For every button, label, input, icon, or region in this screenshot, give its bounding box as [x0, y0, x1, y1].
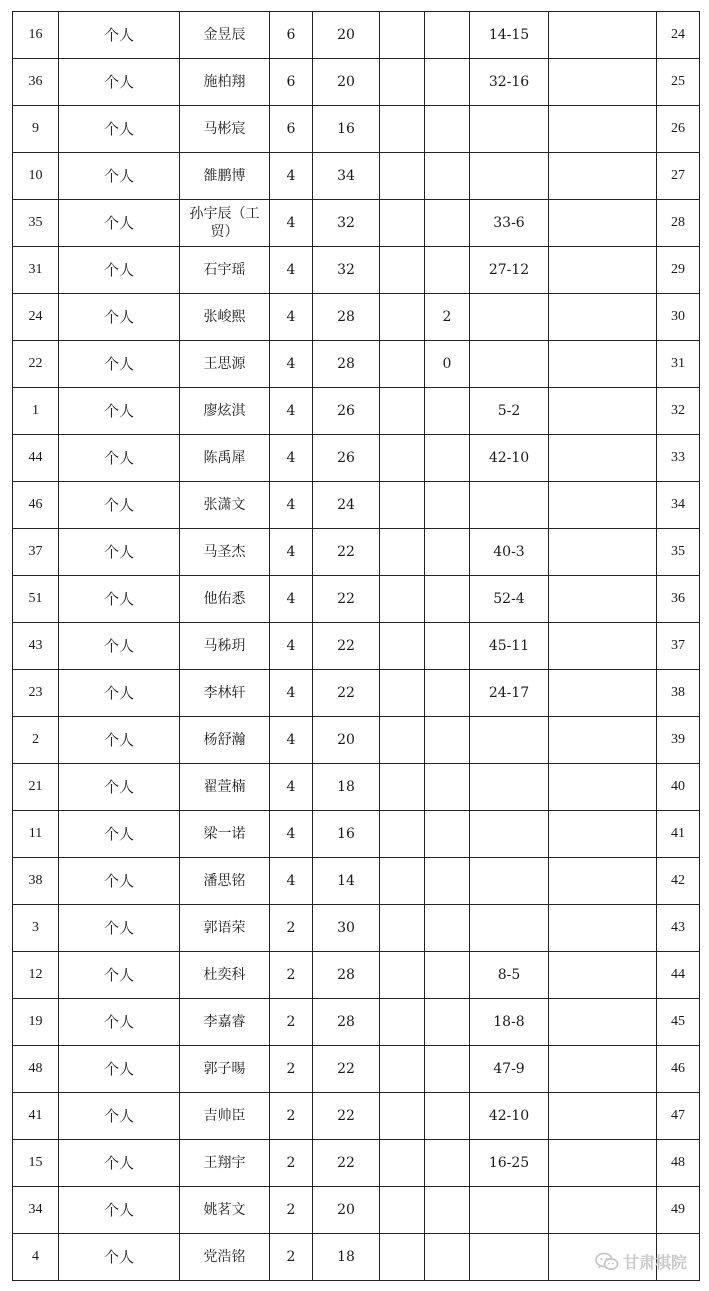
- table-row: [13, 1046, 700, 1093]
- table-body: [13, 12, 700, 1281]
- player-name-cell: 石宇瑶: [180, 247, 270, 294]
- score-cell: 16: [313, 811, 380, 858]
- seed-cell: 38: [13, 858, 59, 905]
- pairing-cell: 32-16: [470, 59, 549, 106]
- score-cell: 20: [313, 59, 380, 106]
- seed-cell: 2: [13, 717, 59, 764]
- rank-cell: 29: [657, 247, 700, 294]
- player-name-cell: 郭子晹: [180, 1046, 270, 1093]
- seed-cell: 35: [13, 200, 59, 247]
- pairing-cell: 5-2: [470, 388, 549, 435]
- tiebreak-2-cell: [425, 576, 470, 623]
- pairing-cell: [470, 811, 549, 858]
- type-cell: 个人: [59, 623, 180, 670]
- rank-cell: 49: [657, 1187, 700, 1234]
- tiebreak-2-cell: [425, 1187, 470, 1234]
- tiebreak-1-cell: [380, 247, 425, 294]
- type-cell: 个人: [59, 1187, 180, 1234]
- player-name-cell: 党浩铭: [180, 1234, 270, 1281]
- player-name-cell: 他佑悉: [180, 576, 270, 623]
- seed-cell: 34: [13, 1187, 59, 1234]
- player-name-cell: 潘思铭: [180, 858, 270, 905]
- score-cell: 20: [313, 717, 380, 764]
- tiebreak-1-cell: [380, 1046, 425, 1093]
- points-cell: 2: [270, 1046, 313, 1093]
- tiebreak-1-cell: [380, 153, 425, 200]
- score-cell: 32: [313, 247, 380, 294]
- table-row: [13, 200, 700, 247]
- score-cell: 22: [313, 1093, 380, 1140]
- tiebreak-1-cell: [380, 529, 425, 576]
- player-name-cell: 金昱辰: [180, 12, 270, 59]
- rank-cell: 34: [657, 482, 700, 529]
- note-cell: [549, 106, 657, 153]
- watermark-text: 甘肃棋院: [622, 1253, 687, 1272]
- tiebreak-2-cell: [425, 153, 470, 200]
- wechat-icon: [595, 1252, 619, 1272]
- table-row: [13, 858, 700, 905]
- player-name-cell: 马彬宸: [180, 106, 270, 153]
- tiebreak-2-cell: [425, 1140, 470, 1187]
- score-cell: 28: [313, 952, 380, 999]
- type-cell: 个人: [59, 435, 180, 482]
- pairing-cell: 14-15: [470, 12, 549, 59]
- tiebreak-1-cell: [380, 1140, 425, 1187]
- note-cell: [549, 153, 657, 200]
- rank-cell: 44: [657, 952, 700, 999]
- type-cell: 个人: [59, 106, 180, 153]
- player-name-cell: 杨舒瀚: [180, 717, 270, 764]
- rank-cell: 43: [657, 905, 700, 952]
- note-cell: [549, 764, 657, 811]
- seed-cell: 16: [13, 12, 59, 59]
- type-cell: 个人: [59, 1234, 180, 1281]
- type-cell: 个人: [59, 1046, 180, 1093]
- pairing-cell: [470, 1234, 549, 1281]
- seed-cell: 41: [13, 1093, 59, 1140]
- score-cell: 18: [313, 764, 380, 811]
- player-name-cell: 杜奕科: [180, 952, 270, 999]
- pairing-cell: 8-5: [470, 952, 549, 999]
- score-cell: 24: [313, 482, 380, 529]
- points-cell: 4: [270, 717, 313, 764]
- tiebreak-1-cell: [380, 106, 425, 153]
- type-cell: 个人: [59, 1140, 180, 1187]
- tiebreak-2-cell: [425, 12, 470, 59]
- points-cell: 6: [270, 59, 313, 106]
- tiebreak-1-cell: [380, 623, 425, 670]
- seed-cell: 46: [13, 482, 59, 529]
- points-cell: 4: [270, 294, 313, 341]
- table-row: [13, 576, 700, 623]
- type-cell: 个人: [59, 341, 180, 388]
- tiebreak-2-cell: 2: [425, 294, 470, 341]
- points-cell: 2: [270, 999, 313, 1046]
- note-cell: [549, 905, 657, 952]
- seed-cell: 11: [13, 811, 59, 858]
- points-cell: 4: [270, 200, 313, 247]
- player-name-cell: 施柏翔: [180, 59, 270, 106]
- seed-cell: 24: [13, 294, 59, 341]
- player-name-cell: 梁一诺: [180, 811, 270, 858]
- rank-cell: 32: [657, 388, 700, 435]
- seed-cell: 3: [13, 905, 59, 952]
- table-row: [13, 388, 700, 435]
- tiebreak-2-cell: [425, 1234, 470, 1281]
- note-cell: [549, 247, 657, 294]
- points-cell: 4: [270, 670, 313, 717]
- score-cell: 22: [313, 529, 380, 576]
- type-cell: 个人: [59, 247, 180, 294]
- tiebreak-1-cell: [380, 1187, 425, 1234]
- rank-cell: 25: [657, 59, 700, 106]
- tiebreak-1-cell: [380, 858, 425, 905]
- seed-cell: 19: [13, 999, 59, 1046]
- tiebreak-1-cell: [380, 388, 425, 435]
- note-cell: [549, 811, 657, 858]
- rank-cell: 42: [657, 858, 700, 905]
- tiebreak-1-cell: [380, 717, 425, 764]
- note-cell: [549, 623, 657, 670]
- rank-cell: 33: [657, 435, 700, 482]
- type-cell: 个人: [59, 999, 180, 1046]
- note-cell: [549, 200, 657, 247]
- score-cell: 30: [313, 905, 380, 952]
- seed-cell: 48: [13, 1046, 59, 1093]
- tiebreak-1-cell: [380, 200, 425, 247]
- tiebreak-2-cell: [425, 905, 470, 952]
- seed-cell: 51: [13, 576, 59, 623]
- score-cell: 26: [313, 435, 380, 482]
- rank-cell: 24: [657, 12, 700, 59]
- tiebreak-2-cell: [425, 388, 470, 435]
- rank-cell: 48: [657, 1140, 700, 1187]
- pairing-cell: [470, 858, 549, 905]
- pairing-cell: 33-6: [470, 200, 549, 247]
- note-cell: [549, 858, 657, 905]
- player-name-cell: 王翔宇: [180, 1140, 270, 1187]
- pairing-cell: [470, 482, 549, 529]
- rank-cell: 35: [657, 529, 700, 576]
- note-cell: [549, 294, 657, 341]
- table-row: [13, 670, 700, 717]
- seed-cell: 36: [13, 59, 59, 106]
- pairing-cell: 18-8: [470, 999, 549, 1046]
- rank-cell: 26: [657, 106, 700, 153]
- table-row: [13, 1187, 700, 1234]
- tiebreak-1-cell: [380, 12, 425, 59]
- tiebreak-2-cell: [425, 1046, 470, 1093]
- note-cell: [549, 529, 657, 576]
- score-cell: 34: [313, 153, 380, 200]
- table-row: [13, 482, 700, 529]
- pairing-cell: [470, 717, 549, 764]
- tiebreak-2-cell: 0: [425, 341, 470, 388]
- rank-cell: 36: [657, 576, 700, 623]
- table-row: [13, 529, 700, 576]
- tiebreak-1-cell: [380, 764, 425, 811]
- seed-cell: 22: [13, 341, 59, 388]
- seed-cell: 44: [13, 435, 59, 482]
- note-cell: [549, 576, 657, 623]
- tiebreak-2-cell: [425, 482, 470, 529]
- tiebreak-2-cell: [425, 858, 470, 905]
- tiebreak-2-cell: [425, 1093, 470, 1140]
- player-name-cell: 廖炫淇: [180, 388, 270, 435]
- pairing-cell: [470, 294, 549, 341]
- note-cell: [549, 717, 657, 764]
- type-cell: 个人: [59, 388, 180, 435]
- note-cell: [549, 952, 657, 999]
- note-cell: [549, 1187, 657, 1234]
- note-cell: [549, 388, 657, 435]
- score-cell: 32: [313, 200, 380, 247]
- pairing-cell: [470, 106, 549, 153]
- type-cell: 个人: [59, 294, 180, 341]
- points-cell: 4: [270, 811, 313, 858]
- rank-cell: 46: [657, 1046, 700, 1093]
- pairing-cell: 27-12: [470, 247, 549, 294]
- type-cell: 个人: [59, 153, 180, 200]
- points-cell: 4: [270, 529, 313, 576]
- note-cell: [549, 670, 657, 717]
- pairing-cell: 42-10: [470, 435, 549, 482]
- tiebreak-2-cell: [425, 623, 470, 670]
- type-cell: 个人: [59, 905, 180, 952]
- pairing-cell: 47-9: [470, 1046, 549, 1093]
- table-row: [13, 106, 700, 153]
- points-cell: 4: [270, 247, 313, 294]
- tiebreak-1-cell: [380, 952, 425, 999]
- table-row: [13, 435, 700, 482]
- rank-cell: 31: [657, 341, 700, 388]
- score-cell: 22: [313, 576, 380, 623]
- tiebreak-2-cell: [425, 59, 470, 106]
- type-cell: 个人: [59, 670, 180, 717]
- score-cell: 22: [313, 1140, 380, 1187]
- score-cell: 28: [313, 341, 380, 388]
- note-cell: [549, 12, 657, 59]
- score-cell: 26: [313, 388, 380, 435]
- score-cell: 16: [313, 106, 380, 153]
- tiebreak-1-cell: [380, 811, 425, 858]
- tiebreak-2-cell: [425, 529, 470, 576]
- points-cell: 2: [270, 905, 313, 952]
- tiebreak-1-cell: [380, 905, 425, 952]
- seed-cell: 37: [13, 529, 59, 576]
- rank-cell: 45: [657, 999, 700, 1046]
- tiebreak-1-cell: [380, 670, 425, 717]
- pairing-cell: [470, 905, 549, 952]
- seed-cell: 4: [13, 1234, 59, 1281]
- points-cell: 4: [270, 623, 313, 670]
- pairing-cell: 42-10: [470, 1093, 549, 1140]
- note-cell: [549, 999, 657, 1046]
- type-cell: 个人: [59, 482, 180, 529]
- type-cell: 个人: [59, 576, 180, 623]
- table-row: [13, 341, 700, 388]
- table-row: [13, 12, 700, 59]
- tiebreak-1-cell: [380, 482, 425, 529]
- type-cell: 个人: [59, 529, 180, 576]
- table-row: [13, 717, 700, 764]
- points-cell: 2: [270, 1140, 313, 1187]
- table-row: [13, 59, 700, 106]
- player-name-cell: 姚茗文: [180, 1187, 270, 1234]
- note-cell: [549, 435, 657, 482]
- seed-cell: 12: [13, 952, 59, 999]
- player-name-cell: 李林轩: [180, 670, 270, 717]
- pairing-cell: 24-17: [470, 670, 549, 717]
- table-row: [13, 764, 700, 811]
- type-cell: 个人: [59, 59, 180, 106]
- tiebreak-2-cell: [425, 200, 470, 247]
- type-cell: 个人: [59, 717, 180, 764]
- player-name-cell: 张潇文: [180, 482, 270, 529]
- points-cell: 4: [270, 482, 313, 529]
- tiebreak-2-cell: [425, 952, 470, 999]
- table-row: [13, 247, 700, 294]
- type-cell: 个人: [59, 12, 180, 59]
- seed-cell: 31: [13, 247, 59, 294]
- pairing-cell: 45-11: [470, 623, 549, 670]
- rank-cell: 47: [657, 1093, 700, 1140]
- seed-cell: 10: [13, 153, 59, 200]
- table-row: [13, 811, 700, 858]
- table-row: [13, 905, 700, 952]
- seed-cell: 1: [13, 388, 59, 435]
- seed-cell: 9: [13, 106, 59, 153]
- score-cell: 20: [313, 12, 380, 59]
- player-name-cell: 马秭玥: [180, 623, 270, 670]
- type-cell: 个人: [59, 858, 180, 905]
- table-row: [13, 999, 700, 1046]
- player-name-cell: 王思源: [180, 341, 270, 388]
- table-row: [13, 1093, 700, 1140]
- note-cell: [549, 1046, 657, 1093]
- points-cell: 2: [270, 1234, 313, 1281]
- player-name-cell: 翟萱楠: [180, 764, 270, 811]
- tiebreak-2-cell: [425, 717, 470, 764]
- score-cell: 28: [313, 999, 380, 1046]
- tiebreak-1-cell: [380, 576, 425, 623]
- rank-cell: 28: [657, 200, 700, 247]
- tiebreak-1-cell: [380, 294, 425, 341]
- tiebreak-1-cell: [380, 1234, 425, 1281]
- points-cell: 4: [270, 858, 313, 905]
- player-name-cell: 雒鹏博: [180, 153, 270, 200]
- pairing-cell: 52-4: [470, 576, 549, 623]
- points-cell: 4: [270, 388, 313, 435]
- tiebreak-2-cell: [425, 435, 470, 482]
- player-name-cell: 马圣杰: [180, 529, 270, 576]
- points-cell: 4: [270, 576, 313, 623]
- note-cell: [549, 341, 657, 388]
- score-cell: 22: [313, 1046, 380, 1093]
- note-cell: [549, 1140, 657, 1187]
- note-cell: [549, 59, 657, 106]
- score-cell: 14: [313, 858, 380, 905]
- note-cell: [549, 1093, 657, 1140]
- standings-table: [12, 11, 700, 1281]
- table-row: [13, 153, 700, 200]
- rank-cell: 30: [657, 294, 700, 341]
- rank-cell: 39: [657, 717, 700, 764]
- rank-cell: 37: [657, 623, 700, 670]
- tiebreak-2-cell: [425, 999, 470, 1046]
- seed-cell: 15: [13, 1140, 59, 1187]
- tiebreak-1-cell: [380, 59, 425, 106]
- player-name-cell: 郭语荣: [180, 905, 270, 952]
- rank-cell: 27: [657, 153, 700, 200]
- points-cell: 4: [270, 153, 313, 200]
- tiebreak-2-cell: [425, 764, 470, 811]
- rank-cell: 41: [657, 811, 700, 858]
- points-cell: 4: [270, 764, 313, 811]
- points-cell: 2: [270, 952, 313, 999]
- tiebreak-1-cell: [380, 341, 425, 388]
- player-name-cell: 李嘉睿: [180, 999, 270, 1046]
- table-row: [13, 294, 700, 341]
- points-cell: 6: [270, 12, 313, 59]
- pairing-cell: [470, 764, 549, 811]
- tiebreak-2-cell: [425, 670, 470, 717]
- tiebreak-2-cell: [425, 247, 470, 294]
- table-row: [13, 1140, 700, 1187]
- type-cell: 个人: [59, 1093, 180, 1140]
- tiebreak-1-cell: [380, 999, 425, 1046]
- score-cell: 20: [313, 1187, 380, 1234]
- note-cell: [549, 482, 657, 529]
- type-cell: 个人: [59, 952, 180, 999]
- score-cell: 22: [313, 623, 380, 670]
- seed-cell: 23: [13, 670, 59, 717]
- tiebreak-2-cell: [425, 811, 470, 858]
- seed-cell: 21: [13, 764, 59, 811]
- pairing-cell: [470, 1187, 549, 1234]
- score-cell: 18: [313, 1234, 380, 1281]
- pairing-cell: 40-3: [470, 529, 549, 576]
- pairing-cell: [470, 153, 549, 200]
- table-row: [13, 623, 700, 670]
- tiebreak-2-cell: [425, 106, 470, 153]
- player-name-cell: 张峻熙: [180, 294, 270, 341]
- seed-cell: 43: [13, 623, 59, 670]
- tiebreak-1-cell: [380, 1093, 425, 1140]
- type-cell: 个人: [59, 200, 180, 247]
- points-cell: 4: [270, 341, 313, 388]
- score-cell: 28: [313, 294, 380, 341]
- pairing-cell: 16-25: [470, 1140, 549, 1187]
- player-name-cell: 吉帅臣: [180, 1093, 270, 1140]
- watermark: [595, 1250, 687, 1273]
- pairing-cell: [470, 341, 549, 388]
- rank-cell: 40: [657, 764, 700, 811]
- player-name-cell: 孙宇辰（工贸）: [180, 200, 270, 247]
- type-cell: 个人: [59, 764, 180, 811]
- rank-cell: 38: [657, 670, 700, 717]
- score-cell: 22: [313, 670, 380, 717]
- points-cell: 2: [270, 1093, 313, 1140]
- points-cell: 2: [270, 1187, 313, 1234]
- tiebreak-1-cell: [380, 435, 425, 482]
- points-cell: 6: [270, 106, 313, 153]
- points-cell: 4: [270, 435, 313, 482]
- table-row: [13, 952, 700, 999]
- player-name-cell: 陈禹犀: [180, 435, 270, 482]
- type-cell: 个人: [59, 811, 180, 858]
